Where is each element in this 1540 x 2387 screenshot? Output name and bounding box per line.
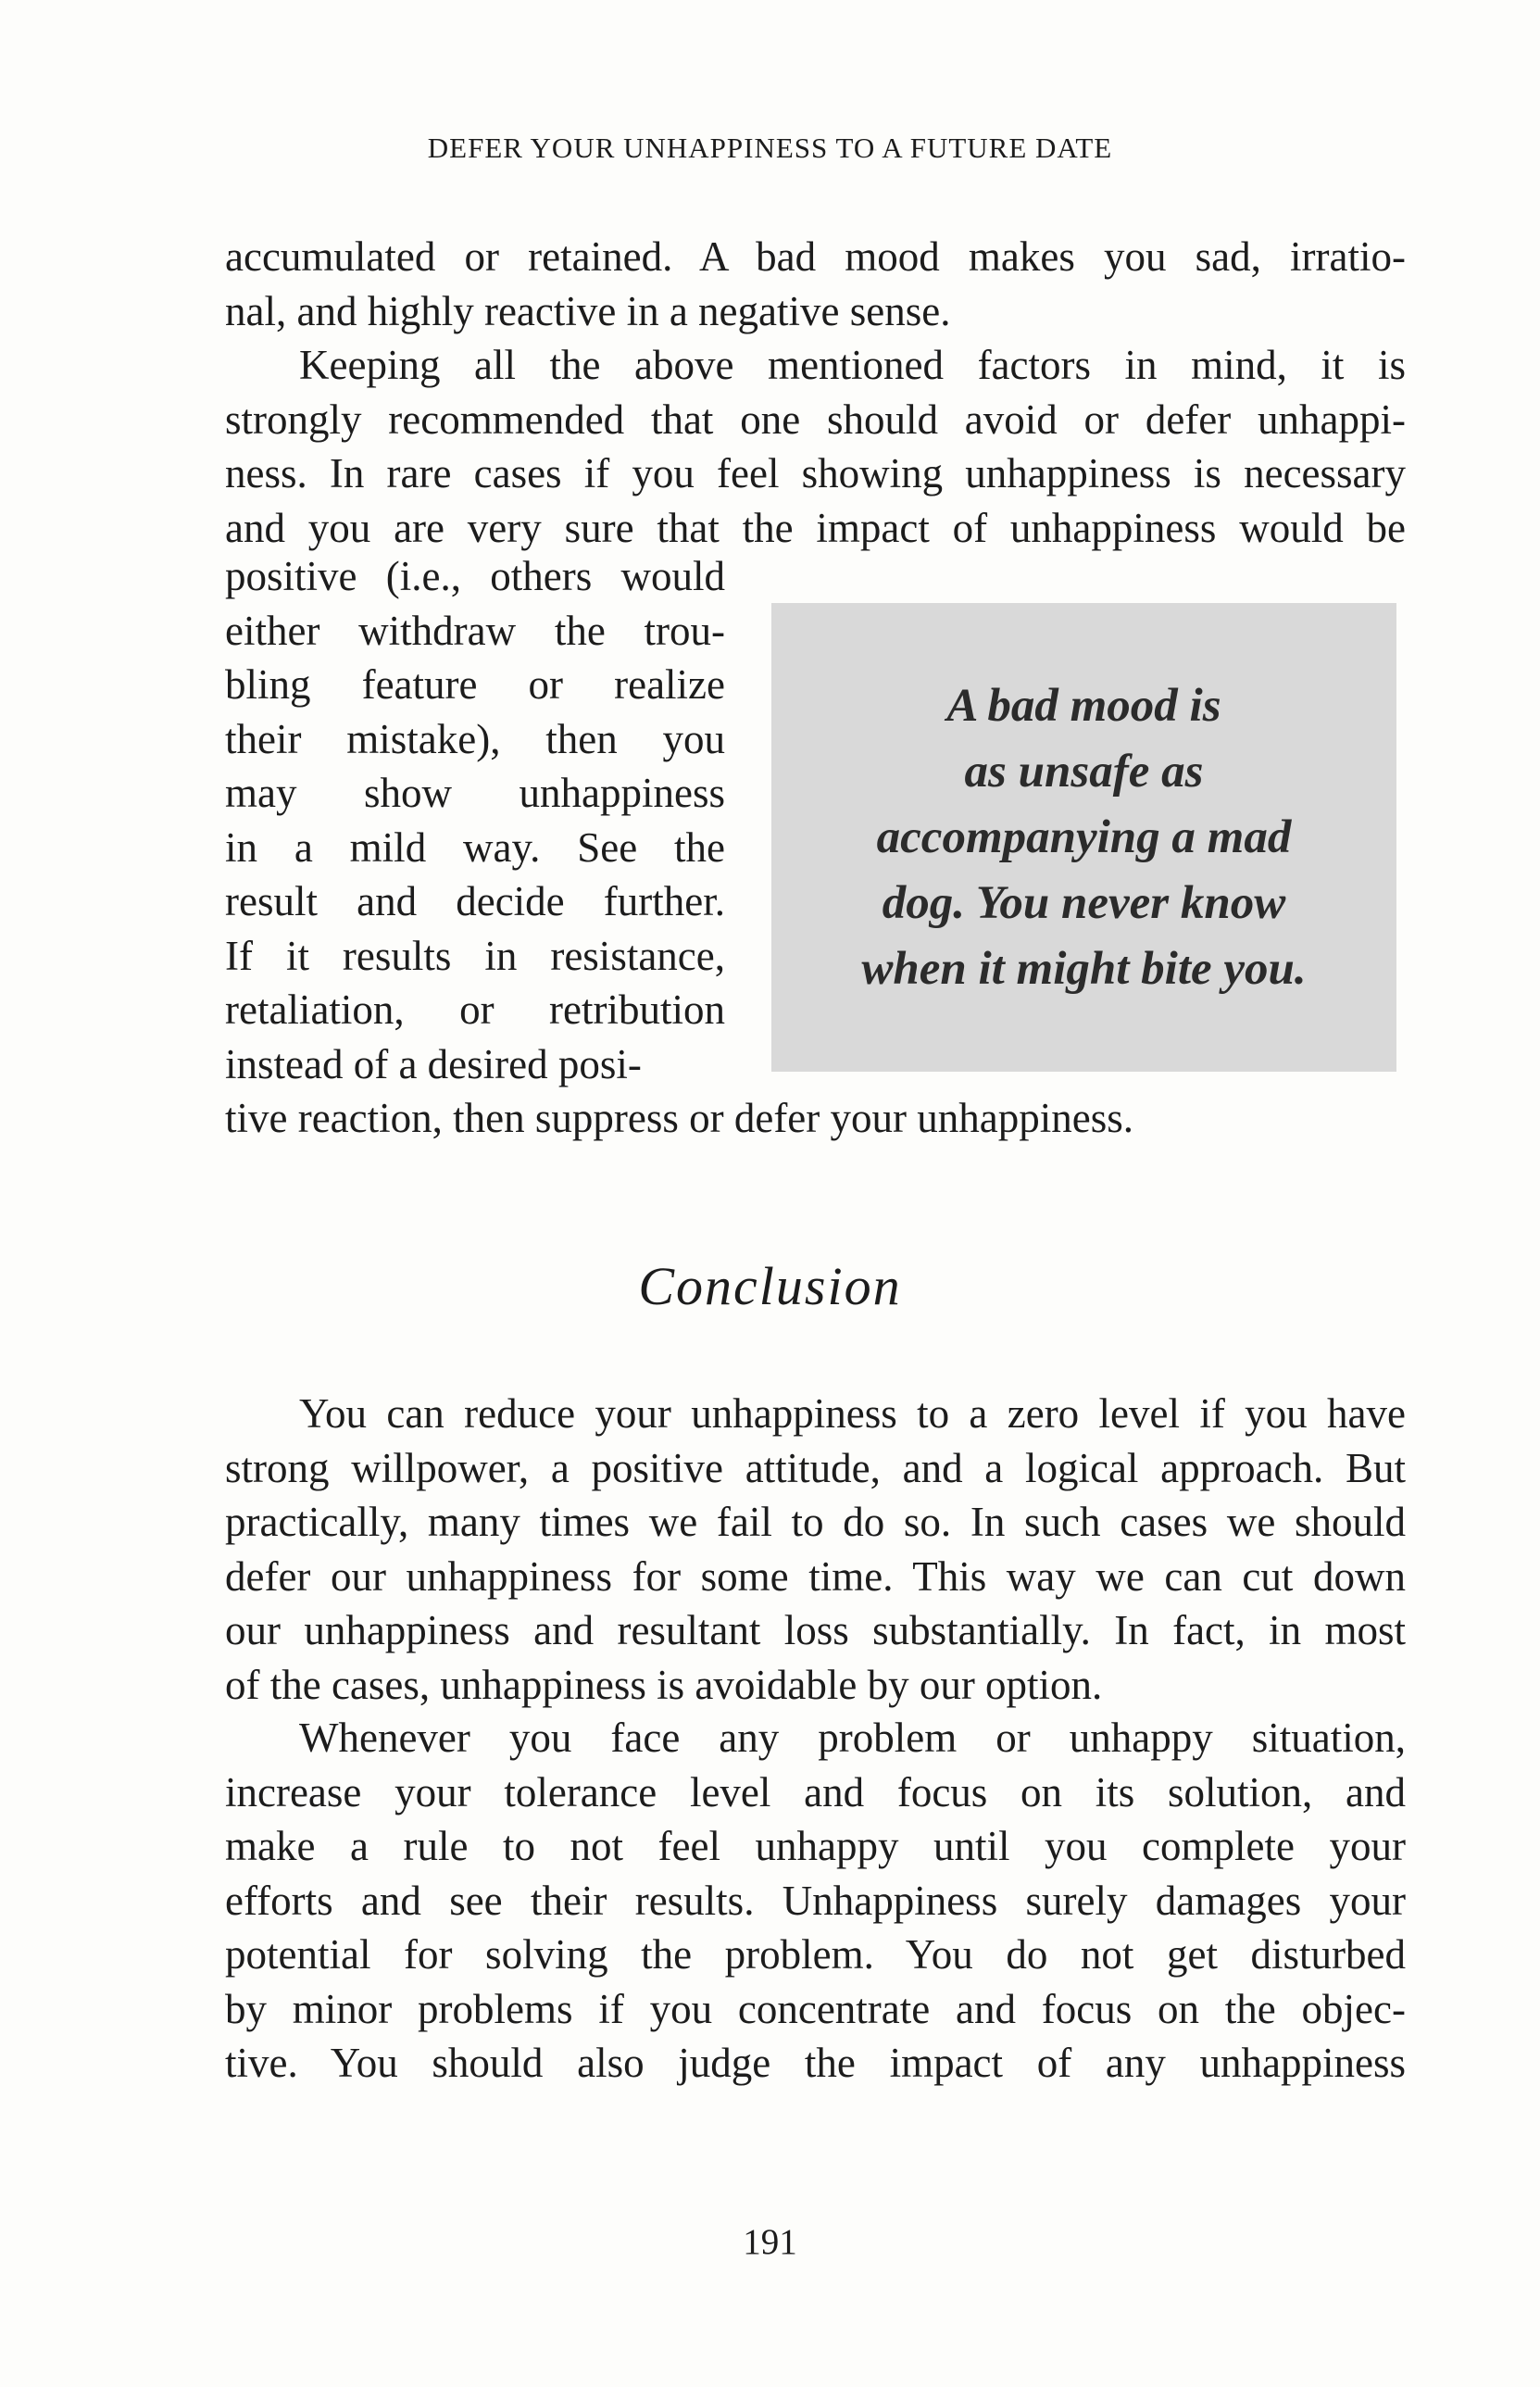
paragraph-continuation xyxy=(225,230,1406,338)
text-line: strongly recommended that one should avoid or defer unhappi- xyxy=(225,396,1406,443)
text-line: efforts and see their results. Unhappiness surely damages your xyxy=(225,1877,1406,1924)
text-line: our unhappiness and resultant loss substantially. In fact, in most xyxy=(225,1607,1406,1653)
text-line: result and decide further. xyxy=(225,878,725,924)
text-line: of the cases, unhappiness is avoidable by our option. xyxy=(225,1661,1103,1708)
text-line: You can reduce your unhappiness to a zero level if you have xyxy=(299,1390,1406,1437)
paragraph-end xyxy=(225,1091,1406,1146)
text-line: Whenever you face any problem or unhappy situation, xyxy=(299,1715,1406,1761)
text-line: in a mild way. See the xyxy=(225,823,725,871)
text-line: increase your tolerance level and focus on its solution, and xyxy=(225,1768,1406,1815)
pull-quote-line: when it might bite you. xyxy=(861,942,1307,995)
text-line: defer our unhappiness for some time. This way we can cut down xyxy=(225,1552,1406,1600)
paragraph-conclusion-1 xyxy=(225,1387,1406,1712)
text-line: If it results in resistance, xyxy=(225,932,725,979)
text-line: their mistake), then you xyxy=(225,715,725,762)
running-header: DEFER YOUR UNHAPPINESS TO A FUTURE DATE xyxy=(427,132,1113,164)
pull-quote-line: as unsafe as xyxy=(964,745,1204,798)
paragraph-defer-advice xyxy=(225,338,1406,555)
text-line: either withdraw the trou- xyxy=(225,607,725,654)
text-line: practically, many times we fail to do so. In such cases we should xyxy=(225,1499,1406,1545)
paragraph-conclusion-2 xyxy=(225,1711,1406,2091)
text-line: tive reaction, then suppress or defer your unhappiness. xyxy=(225,1095,1133,1141)
section-heading: Conclusion xyxy=(638,1256,902,1316)
text-line: retaliation, or retribution xyxy=(225,986,725,1033)
pull-quote-box xyxy=(771,603,1396,1072)
pull-quote-line: accompanying a mad xyxy=(876,810,1292,863)
page-number: 191 xyxy=(743,2222,797,2262)
pull-quote-line: A bad mood is xyxy=(946,679,1221,732)
text-line: positive (i.e., others would xyxy=(225,553,725,599)
text-line: bling feature or realize xyxy=(225,661,725,708)
text-line: may show unhappiness xyxy=(225,770,725,816)
text-line: by minor problems if you concentrate and focus on the objec- xyxy=(225,1985,1406,2032)
text-line: instead of a desired posi- xyxy=(225,1040,642,1087)
wrapped-text-column xyxy=(225,549,725,1091)
pull-quote-line: dog. You never know xyxy=(882,876,1286,929)
text-line: Keeping all the above mentioned factors in mind, it is xyxy=(299,342,1406,388)
text-line: nal, and highly reactive in a negative sense. xyxy=(225,287,951,334)
text-line: and you are very sure that the impact of unhappiness would be xyxy=(225,504,1406,551)
text-line: accumulated or retained. A bad mood makes you sad, irratio- xyxy=(225,233,1406,280)
text-line: potential for solving the problem. You do not get disturbed xyxy=(225,1931,1406,1978)
text-line: tive. You should also judge the impact of any unhappiness xyxy=(225,2040,1406,2086)
text-line: make a rule to not feel unhappy until you complete your xyxy=(225,1823,1406,1869)
text-line: strong willpower, a positive attitude, and a logical approach. But xyxy=(225,1444,1406,1491)
text-line: ness. In rare cases if you feel showing unhappiness is necessary xyxy=(225,450,1406,496)
